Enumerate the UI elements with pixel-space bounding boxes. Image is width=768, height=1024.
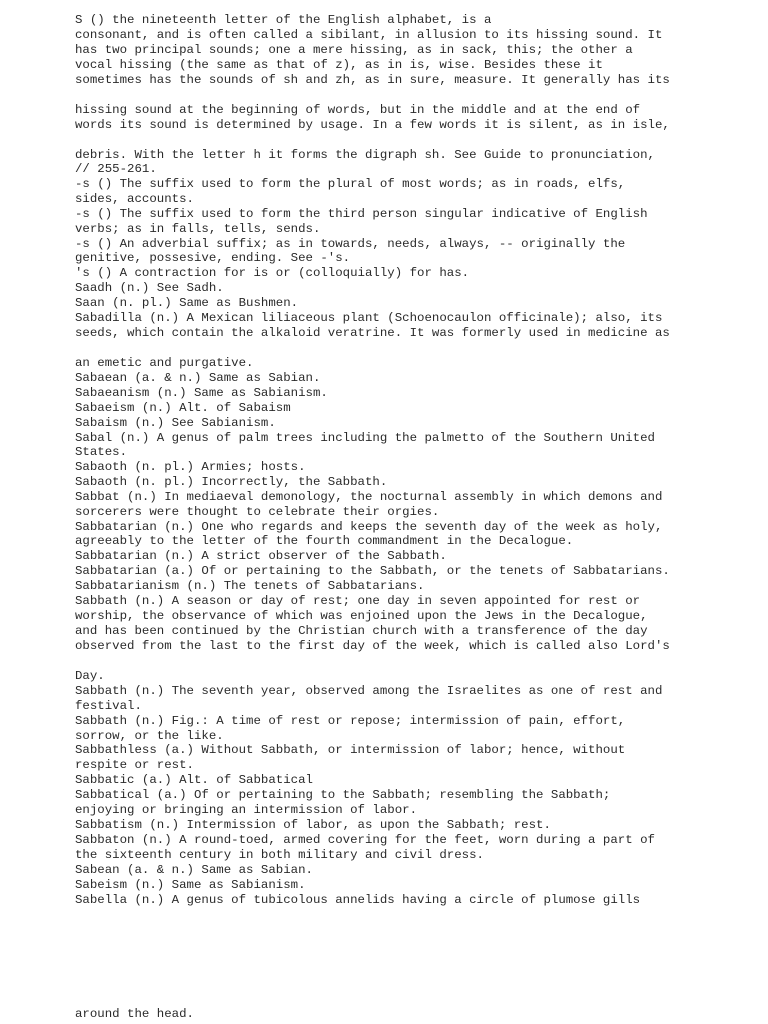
text-line: Saan (n. pl.) Same as Bushmen. — [75, 296, 299, 310]
text-line: genitive, possesive, ending. See -'s. — [75, 251, 351, 265]
text-line: Sabbatarian (a.) Of or pertaining to the Sabbath, or the tenets of Sabbatarians. — [75, 564, 670, 578]
text-line: 's () A contraction for is or (colloquially) for has. — [75, 266, 470, 280]
text-line: verbs; as in falls, tells, sends. — [75, 222, 321, 236]
text-line: hissing sound at the beginning of words, but in the middle and at the end of — [75, 103, 641, 117]
text-line: Sabbatism (n.) Intermission of labor, as upon the Sabbath; rest. — [75, 818, 551, 832]
text-line: States. — [75, 445, 128, 459]
text-line: Sabbatical (a.) Of or pertaining to the Sabbath; resembling the Sabbath; — [75, 788, 611, 802]
text-line: enjoying or bringing an intermission of labor. — [75, 803, 418, 817]
text-line: Sabella (n.) A genus of tubicolous annelids having a circle of plumose gills — [75, 893, 641, 907]
text-line: Sabaeanism (n.) Same as Sabianism. — [75, 386, 328, 400]
text-line: Day. — [75, 669, 105, 683]
text-line: around the head. — [75, 1007, 194, 1021]
text-line: Sabaean (a. & n.) Same as Sabian. — [75, 371, 321, 385]
text-line: Sabbath (n.) The seventh year, observed among the Israelites as one of rest and — [75, 684, 663, 698]
text-line: sorcerers were thought to celebrate their orgies. — [75, 505, 440, 519]
text-line: -s () An adverbial suffix; as in towards, needs, always, -- originally the — [75, 237, 626, 251]
text-line: -s () The suffix used to form the plural of most words; as in roads, elfs, — [75, 177, 626, 191]
text-line: vocal hissing (the same as that of z), as in is, wise. Besides these it — [75, 58, 603, 72]
text-line: seeds, which contain the alkaloid veratrine. It was formerly used in medicine as — [75, 326, 670, 340]
text-line: words its sound is determined by usage. In a few words it is silent, as in isle, — [75, 118, 670, 132]
text-line: Sabadilla (n.) A Mexican liliaceous plant (Schoenocaulon officinale); also, its — [75, 311, 663, 325]
text-line: sides, accounts. — [75, 192, 194, 206]
text-line: worship, the observance of which was enjoined upon the Jews in the Decalogue, — [75, 609, 648, 623]
text-line: Sabbathless (a.) Without Sabbath, or intermission of labor; hence, without — [75, 743, 626, 757]
text-line: Sabbath (n.) A season or day of rest; one day in seven appointed for rest or — [75, 594, 641, 608]
text-line: Sabbat (n.) In mediaeval demonology, the nocturnal assembly in which demons and — [75, 490, 663, 504]
text-line: Sabbaton (n.) A round-toed, armed covering for the feet, worn during a part of — [75, 833, 655, 847]
text-line: respite or rest. — [75, 758, 194, 772]
text-line: observed from the last to the first day of the week, which is called also Lord's — [75, 639, 670, 653]
text-line: Saadh (n.) See Sadh. — [75, 281, 224, 295]
text-line: Sabbath (n.) Fig.: A time of rest or repose; intermission of pain, effort, — [75, 714, 626, 728]
text-line: Sabaeism (n.) Alt. of Sabaism — [75, 401, 291, 415]
text-line: the sixteenth century in both military and civil dress. — [75, 848, 484, 862]
text-line: sorrow, or the like. — [75, 729, 224, 743]
text-line: sometimes has the sounds of sh and zh, as in sure, measure. It generally has its — [75, 73, 670, 87]
text-line: Sabbatarianism (n.) The tenets of Sabbatarians. — [75, 579, 425, 593]
text-line: Sabaoth (n. pl.) Incorrectly, the Sabbath. — [75, 475, 388, 489]
text-line: an emetic and purgative. — [75, 356, 254, 370]
text-line: Sabaoth (n. pl.) Armies; hosts. — [75, 460, 306, 474]
text-line: Sabal (n.) A genus of palm trees including the palmetto of the Southern United — [75, 431, 655, 445]
text-line: Sabbatarian (n.) A strict observer of the Sabbath. — [75, 549, 447, 563]
text-line: -s () The suffix used to form the third person singular indicative of English — [75, 207, 648, 221]
text-line: Sabbatarian (n.) One who regards and keeps the seventh day of the week as holy, — [75, 520, 663, 534]
text-line: consonant, and is often called a sibilant, in allusion to its hissing sound. It — [75, 28, 663, 42]
text-line: and has been continued by the Christian church with a transference of the day — [75, 624, 648, 638]
text-line: debris. With the letter h it forms the digraph sh. See Guide to pronunciation, — [75, 148, 655, 162]
text-line: // 255-261. — [75, 162, 157, 176]
text-line: Sabbatic (a.) Alt. of Sabbatical — [75, 773, 313, 787]
text-line: has two principal sounds; one a mere hissing, as in sack, this; the other a — [75, 43, 633, 57]
text-line: S () the nineteenth letter of the English alphabet, is a — [75, 13, 492, 27]
text-line: Sabean (a. & n.) Same as Sabian. — [75, 863, 313, 877]
text-line: agreeably to the letter of the fourth commandment in the Decalogue. — [75, 534, 574, 548]
text-line: Sabaism (n.) See Sabianism. — [75, 416, 276, 430]
text-line: festival. — [75, 699, 142, 713]
text-line: Sabeism (n.) Same as Sabianism. — [75, 878, 306, 892]
